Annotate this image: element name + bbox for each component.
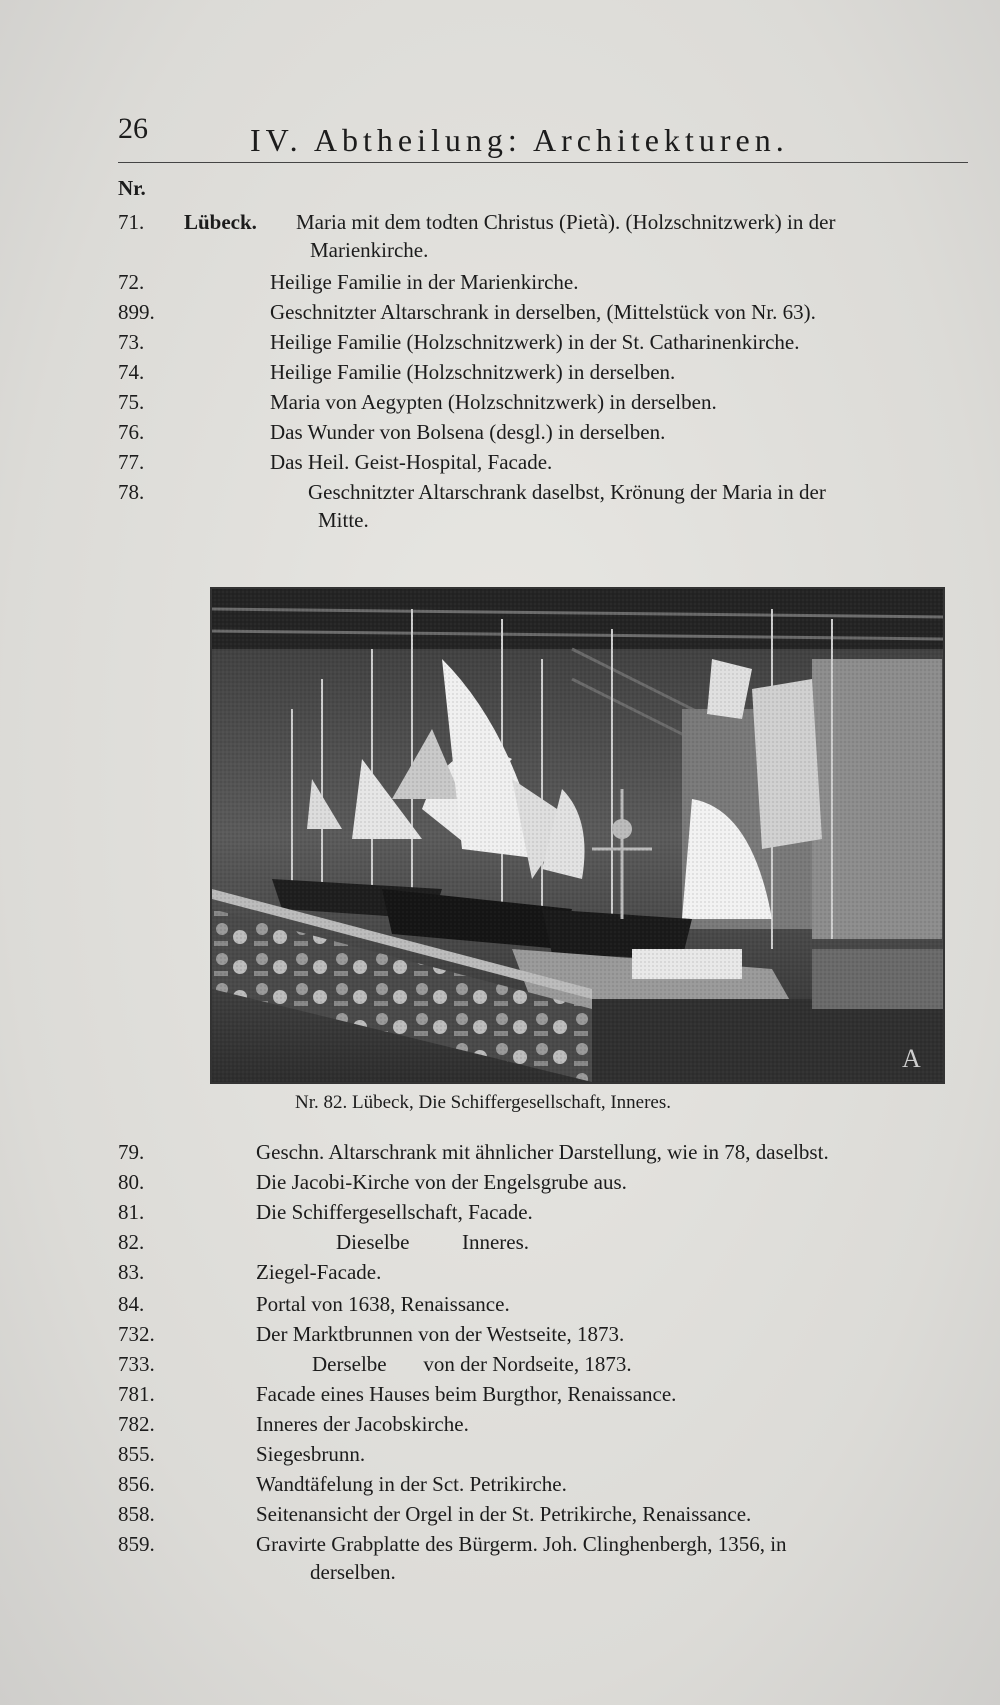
photograph-illustration bbox=[212, 589, 943, 1082]
entry-description: Geschn. Altarschrank mit ähnlicher Darstellung, wie in 78, daselbst. bbox=[256, 1140, 829, 1164]
entry-number: 732. bbox=[118, 1322, 155, 1346]
entry-description: Facade eines Hauses beim Burgthor, Renaissance. bbox=[256, 1382, 677, 1406]
entry-description: Ziegel-Facade. bbox=[256, 1260, 382, 1284]
entry-description: Heilige Familie (Holzschnitzwerk) in der St. Catharinenkirche. bbox=[270, 330, 800, 354]
entry-description: Derselbe von der Nordseite, 1873. bbox=[312, 1352, 632, 1376]
entry-continuation: Mitte. bbox=[318, 508, 369, 532]
entry-number: 858. bbox=[118, 1502, 155, 1526]
header-rule bbox=[118, 162, 968, 163]
entry-number: 74. bbox=[118, 360, 145, 384]
entry-number: 859. bbox=[118, 1532, 155, 1556]
entry-description: Die Schiffergesellschaft, Facade. bbox=[256, 1200, 533, 1224]
entry-continuation: derselben. bbox=[310, 1560, 396, 1584]
entry-number: 81. bbox=[118, 1200, 145, 1224]
entry-description: Geschnitzter Altarschrank daselbst, Krönung der Maria in der bbox=[308, 480, 826, 504]
entry-number: 77. bbox=[118, 450, 145, 474]
entry-description: Geschnitzter Altarschrank in derselben, (Mittelstück von Nr. 63). bbox=[270, 300, 816, 324]
entry-description: Wandtäfelung in der Sct. Petrikirche. bbox=[256, 1472, 567, 1496]
entry-description: Heilige Familie in der Marienkirche. bbox=[270, 270, 579, 294]
entry-number: 781. bbox=[118, 1382, 155, 1406]
entry-description: Dieselbe Inneres. bbox=[336, 1230, 530, 1254]
svg-text:A: A bbox=[902, 1044, 921, 1073]
entry-number: 83. bbox=[118, 1260, 145, 1284]
entry-number: 71. bbox=[118, 210, 145, 234]
entry-description: Seitenansicht der Orgel in der St. Petrikirche, Renaissance. bbox=[256, 1502, 752, 1526]
section-title: IV. Abtheilung: Architekturen. bbox=[250, 122, 789, 158]
page-header bbox=[118, 112, 968, 164]
entry-number: 82. bbox=[118, 1230, 145, 1254]
entry-description: Inneres der Jacobskirche. bbox=[256, 1412, 469, 1436]
entry-number: 80. bbox=[118, 1170, 145, 1194]
photograph-schiffergesellschaft-interior bbox=[210, 587, 945, 1084]
entry-number: 856. bbox=[118, 1472, 155, 1496]
figure-caption: Nr. 82. Lübeck, Die Schiffergesellschaft, Inneres. bbox=[295, 1092, 672, 1113]
entry-description: Siegesbrunn. bbox=[256, 1442, 366, 1466]
entry-number: 76. bbox=[118, 420, 145, 444]
page-number: 26 bbox=[118, 112, 148, 145]
entry-continuation: Marienkirche. bbox=[310, 238, 429, 262]
entry-description: Maria mit dem todten Christus (Pietà). (Holzschnitzwerk) in der bbox=[296, 210, 836, 234]
entry-description: Heilige Familie (Holzschnitzwerk) in derselben. bbox=[270, 360, 676, 384]
entry-number: 899. bbox=[118, 300, 155, 324]
entry-number: 78. bbox=[118, 480, 145, 504]
entry-description: Portal von 1638, Renaissance. bbox=[256, 1292, 510, 1316]
entry-description: Das Wunder von Bolsena (desgl.) in derselben. bbox=[270, 420, 666, 444]
entry-description: Maria von Aegypten (Holzschnitzwerk) in derselben. bbox=[270, 390, 717, 414]
entry-number: 79. bbox=[118, 1140, 145, 1164]
entry-number: 84. bbox=[118, 1292, 145, 1316]
entry-description: Das Heil. Geist-Hospital, Facade. bbox=[270, 450, 553, 474]
entry-description: Die Jacobi-Kirche von der Engelsgrube aus. bbox=[256, 1170, 627, 1194]
nr-column-label: Nr. bbox=[118, 176, 146, 200]
entry-number: 72. bbox=[118, 270, 145, 294]
entry-number: 782. bbox=[118, 1412, 155, 1436]
entry-number: 855. bbox=[118, 1442, 155, 1466]
entry-number: 733. bbox=[118, 1352, 155, 1376]
entry-number: 75. bbox=[118, 390, 145, 414]
entry-city: Lübeck. bbox=[184, 210, 257, 234]
entry-description: Der Marktbrunnen von der Westseite, 1873. bbox=[256, 1322, 625, 1346]
entry-description: Gravirte Grabplatte des Bürgerm. Joh. Clinghenbergh, 1356, in bbox=[256, 1532, 787, 1556]
entry-number: 73. bbox=[118, 330, 145, 354]
